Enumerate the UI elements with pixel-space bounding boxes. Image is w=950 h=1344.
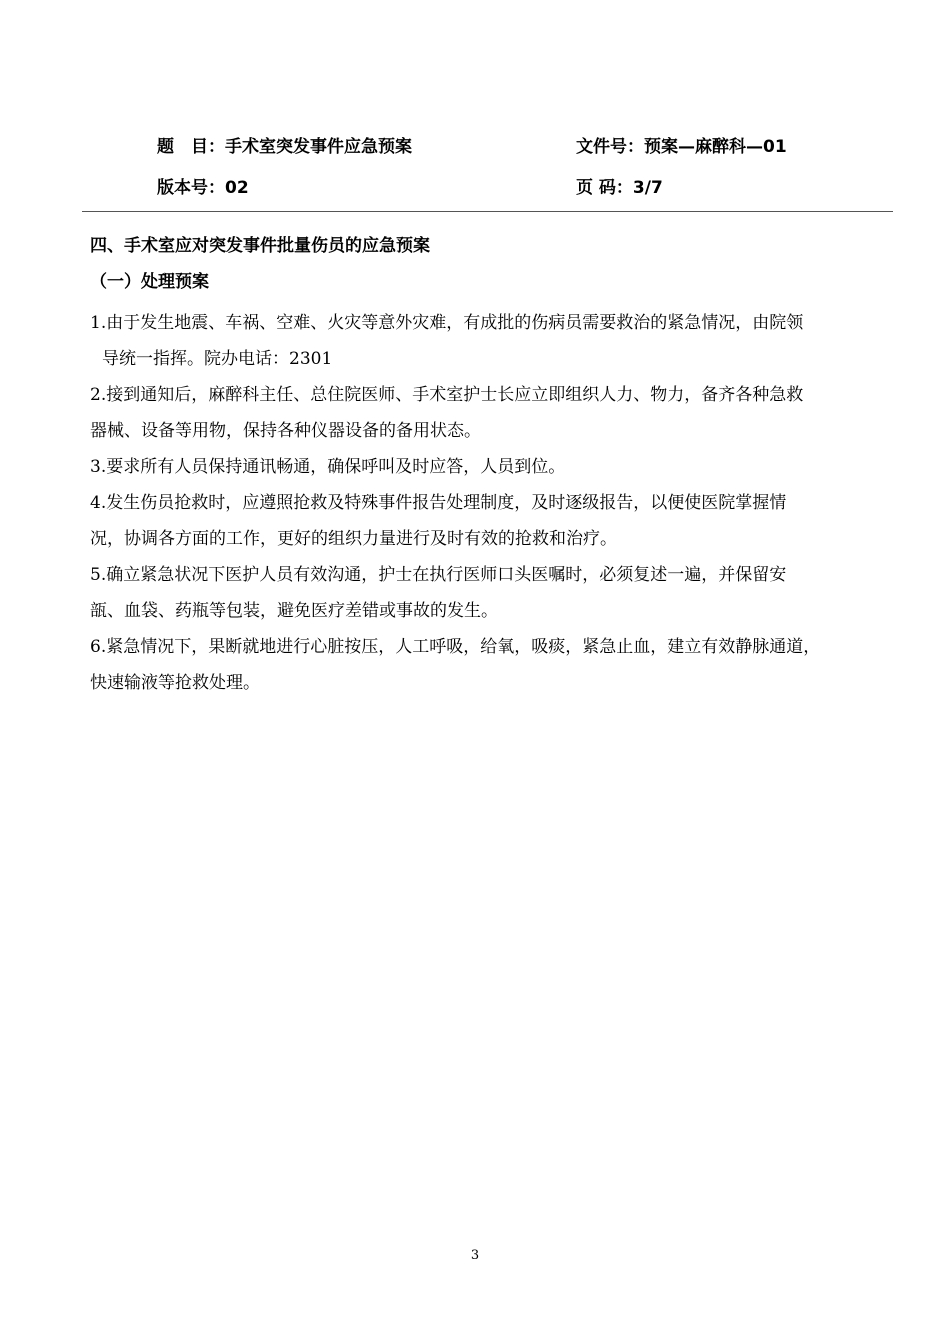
- header-version: [157, 177, 249, 199]
- header-docno-value: 预案—麻醉科—01: [644, 137, 787, 157]
- header-page-code: [576, 177, 663, 199]
- list-item-line: 3.要求所有人员保持通讯畅通，确保呼叫及时应答，人员到位。: [90, 457, 566, 477]
- list-item-line: 瓿、血袋、药瓶等包装，避免医疗差错或事故的发生。: [90, 601, 498, 621]
- subsection-title: （一）处理预案: [90, 272, 209, 292]
- list-item-line: 况，协调各方面的工作，更好的组织力量进行及时有效的抢救和治疗。: [90, 529, 617, 549]
- list-item-line: 快速输液等抢救处理。: [90, 673, 260, 693]
- list-item-line: 5.确立紧急状况下医护人员有效沟通，护士在执行医师口头医嘱时，必须复述一遍，并保留安: [90, 565, 787, 585]
- header-version-value: 02: [225, 178, 249, 198]
- document-header: [0, 0, 950, 214]
- list-item-line: 导统一指挥。院办电话：2301: [102, 349, 333, 369]
- header-title: [157, 136, 412, 158]
- page-number: 3: [470, 1248, 480, 1263]
- header-divider: [82, 211, 893, 212]
- header-title-value: 手术室突发事件应急预案: [225, 137, 412, 157]
- list-item-line: 2.接到通知后，麻醉科主任、总住院医师、手术室护士长应立即组织人力、物力，备齐各种急救: [90, 385, 804, 405]
- list-item: [90, 629, 863, 701]
- section-title: 四、手术室应对突发事件批量伤员的应急预案: [90, 236, 430, 256]
- list-item: [90, 557, 863, 629]
- list-item-line: 器械、设备等用物，保持各种仪器设备的备用状态。: [90, 421, 481, 441]
- header-page-label: 页 码：: [576, 178, 633, 198]
- document-body: [90, 234, 863, 701]
- header-title-label: 题 目：: [157, 137, 225, 157]
- list-item-line: 4.发生伤员抢救时，应遵照抢救及特殊事件报告处理制度，及时逐级报告，以便使医院掌握情: [90, 493, 787, 513]
- list-item: [90, 305, 863, 377]
- list-item: [90, 377, 863, 449]
- list-item: [90, 449, 863, 485]
- list-item-line: 1.由于发生地震、车祸、空难、火灾等意外灾难，有成批的伤病员需要救治的紧急情况，由院领: [90, 313, 804, 333]
- header-page-value: 3/7: [632, 178, 663, 198]
- header-docno-label: 文件号：: [576, 137, 644, 157]
- list-item-line: 6.紧急情况下，果断就地进行心脏按压，人工呼吸，给氧，吸痰，紧急止血，建立有效静脉通道，: [90, 637, 821, 657]
- header-version-label: 版本号：: [157, 178, 225, 198]
- list-item: [90, 485, 863, 557]
- header-document-number: [576, 136, 787, 158]
